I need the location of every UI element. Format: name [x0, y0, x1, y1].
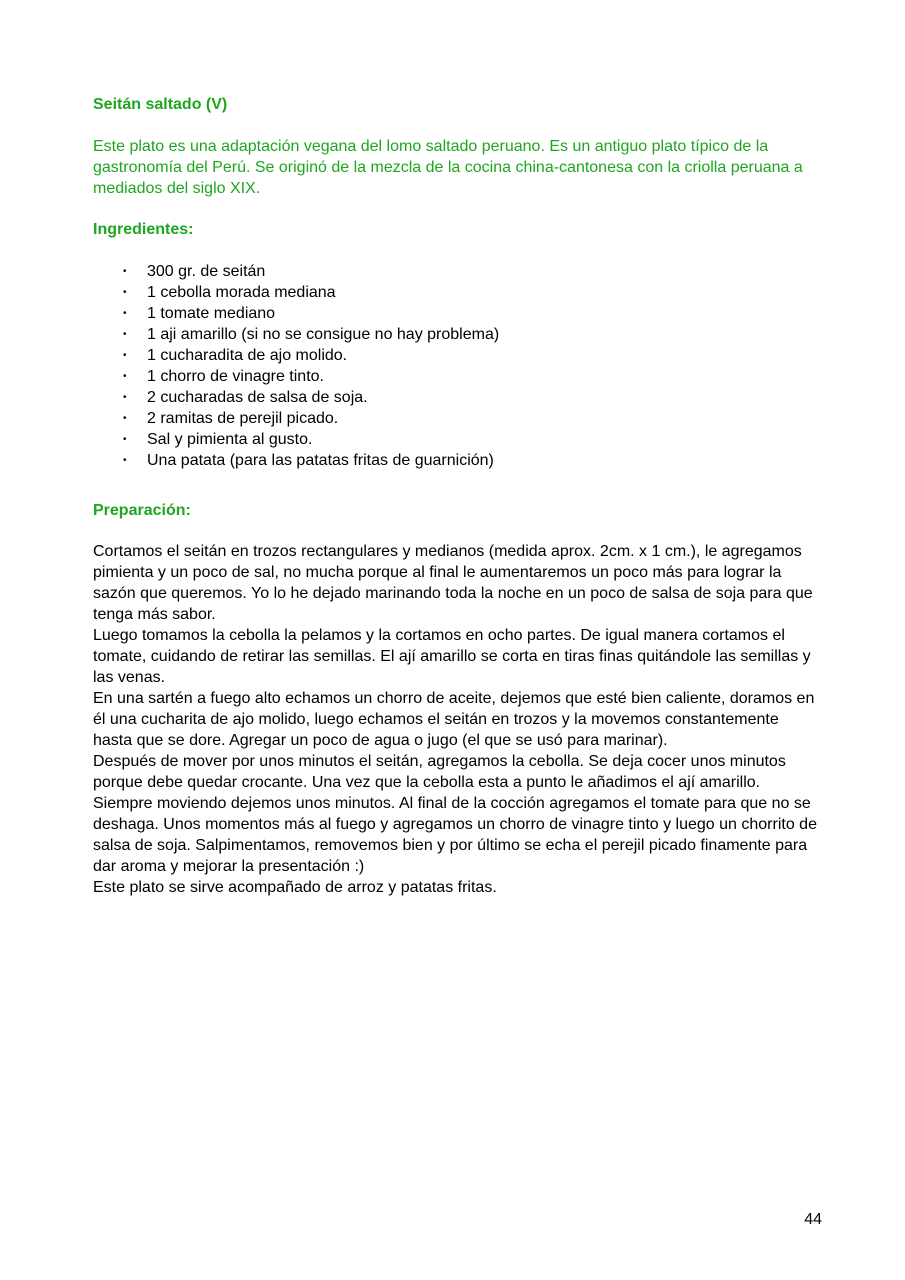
- ingredient-text: 1 aji amarillo (si no se consigue no hay problema): [147, 326, 500, 343]
- bullet-icon: •: [123, 392, 127, 403]
- recipe-intro: Este plato es una adaptación vegana del lomo saltado peruano. Es un antiguo plato típico de la gastronomía del Perú. Se originó de la mezcla de la cocina china-cantonesa con la criolla peruana a mediados del siglo XIX.: [93, 138, 803, 197]
- ingredient-text: 1 chorro de vinagre tinto.: [147, 368, 324, 385]
- bullet-icon: •: [123, 329, 127, 340]
- list-item: [123, 282, 818, 303]
- list-item: [123, 429, 818, 450]
- preparation-heading: Preparación:: [93, 502, 191, 519]
- bullet-icon: •: [123, 350, 127, 361]
- bullet-icon: •: [123, 413, 127, 424]
- bullet-icon: •: [123, 371, 127, 382]
- ingredient-text: 1 tomate mediano: [147, 305, 276, 322]
- page-number: 44: [804, 1211, 822, 1228]
- document-page: [93, 94, 818, 898]
- ingredient-text: 2 ramitas de perejil picado.: [147, 410, 339, 427]
- list-item: [123, 345, 818, 366]
- preparation-paragraph: Este plato se sirve acompañado de arroz y patatas fritas.: [93, 879, 497, 896]
- ingredient-text: 1 cucharadita de ajo molido.: [147, 347, 348, 364]
- preparation-paragraph: Cortamos el seitán en trozos rectangulares y medianos (medida aprox. 2cm. x 1 cm.), le agregamos pimienta y un poco de sal, no mucha porque al final le aumentaremos un poco más para lograr la sazón que queremos. Yo lo he dejado marinando toda la noche en un poco de salsa de soja para que tenga más sabor.: [93, 543, 813, 623]
- bullet-icon: •: [123, 266, 127, 277]
- ingredients-heading: Ingredientes:: [93, 221, 194, 238]
- ingredient-text: 1 cebolla morada mediana: [147, 284, 336, 301]
- bullet-icon: •: [123, 308, 127, 319]
- preparation-paragraph: En una sartén a fuego alto echamos un chorro de aceite, dejemos que esté bien caliente, doramos en él una cucharita de ajo molido, luego echamos el seitán en trozos y la movemos constantemente hasta que se dore. Agregar un poco de agua o jugo (el que se usó para marinar).: [93, 690, 815, 749]
- ingredient-text: 2 cucharadas de salsa de soja.: [147, 389, 368, 406]
- bullet-icon: •: [123, 287, 127, 298]
- ingredient-text: 300 gr. de seitán: [147, 263, 266, 280]
- bullet-icon: •: [123, 434, 127, 445]
- ingredient-text: Una patata (para las patatas fritas de guarnición): [147, 452, 494, 469]
- list-item: [123, 366, 818, 387]
- ingredient-text: Sal y pimienta al gusto.: [147, 431, 313, 448]
- list-item: [123, 303, 818, 324]
- list-item: [123, 450, 818, 471]
- preparation-paragraph: Después de mover por unos minutos el seitán, agregamos la cebolla. Se deja cocer unos minutos porque debe quedar crocante. Una vez que la cebolla esta a punto le añadimos el ají amarillo. Siempre moviendo dejemos unos minutos. Al final de la cocción agregamos el tomate para que no se deshaga. Unos momentos más al fuego y agregamos un chorro de vinagre tinto y luego un chorrito de salsa de soja. Salpimentamos, removemos bien y por último se echa el perejil picado finamente para dar aroma y mejorar la presentación :): [93, 753, 817, 875]
- list-item: [123, 261, 818, 282]
- list-item: [123, 408, 818, 429]
- bullet-icon: •: [123, 455, 127, 466]
- recipe-title: Seitán saltado (V): [93, 96, 228, 113]
- ingredients-list: [93, 261, 818, 471]
- preparation-body: [93, 541, 818, 898]
- list-item: [123, 324, 818, 345]
- preparation-paragraph: Luego tomamos la cebolla la pelamos y la cortamos en ocho partes. De igual manera cortamos el tomate, cuidando de retirar las semillas. El ají amarillo se corta en tiras finas quitándole las semillas y las venas.: [93, 627, 811, 686]
- list-item: [123, 387, 818, 408]
